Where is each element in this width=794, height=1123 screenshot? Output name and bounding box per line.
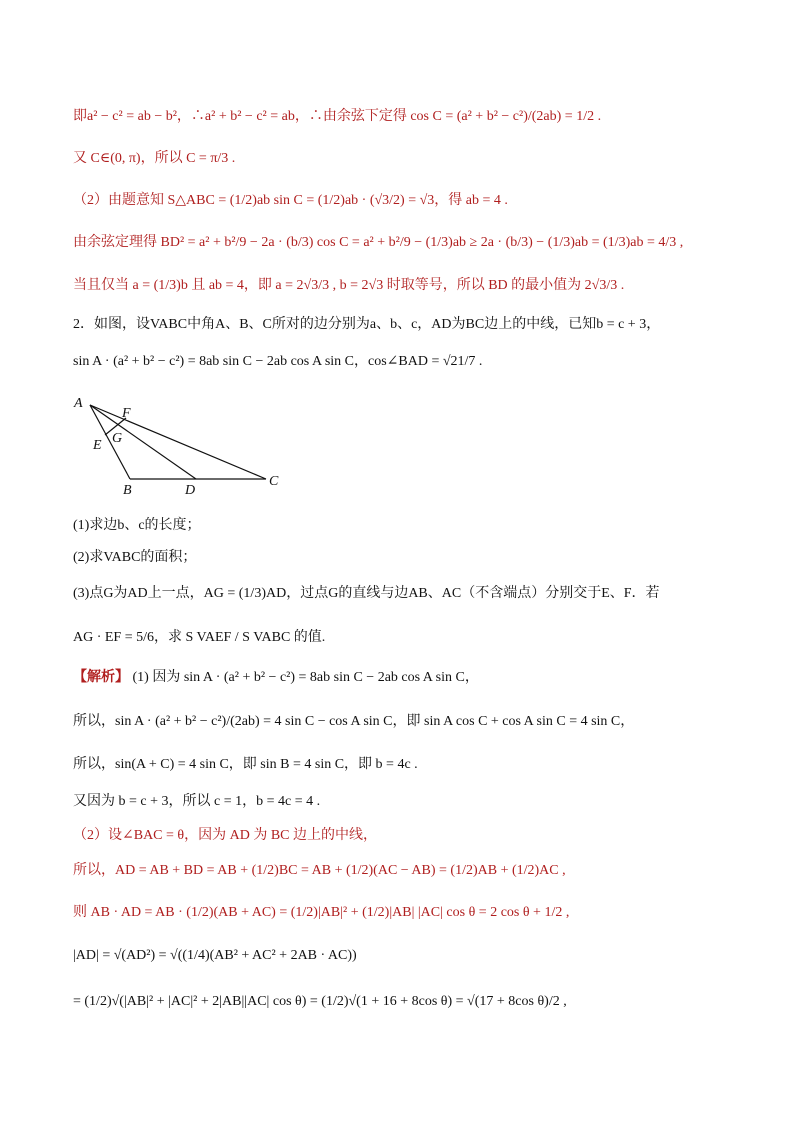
solution-line-9: = (1/2)√(|AB|² + |AC|² + 2|AB||AC| cos θ) = (1/2)√(1 + 16 + 8cos θ) = √(17 + 8cos θ)/2 , [73, 994, 567, 1009]
solution-line-7: 则 AB · AD = AB · (1/2)(AB + AC) = (1/2)|AB|² + (1/2)|AB| |AC| cos θ = 2 cos θ + 1/2 , [73, 905, 570, 920]
solution-line-8: |AD| = √(AD²) = √((1/4)(AB² + AC² + 2AB · AC)) [73, 948, 357, 963]
label-g: G [112, 431, 123, 446]
problem-statement-line-2: sin A · (a² + b² − c²) = 8ab sin C − 2ab cos A sin C，cos∠BAD = √21/7 . [73, 354, 483, 369]
label-e: E [93, 438, 102, 453]
label-b: B [123, 483, 132, 498]
problem-statement-line-1: 2．如图，设VABC中角A、B、C所对的边分别为a、b、c，AD为BC边上的中线，已知b = c + 3， [73, 317, 661, 332]
text-line-4: 由余弦定理得 BD² = a² + b²/9 − 2a · (b/3) cos C = a² + b²/9 − (1/3)ab ≥ 2a · (b/3) − (1/3)ab = (1/3)ab = 4/3 , [73, 235, 684, 250]
solution-line-4: 又因为 b = c + 3，所以 c = 1，b = 4c = 4 . [73, 794, 321, 809]
solution-line-1 [73, 668, 754, 688]
text-line-1: 即a² − c² = ab − b²，∴a² + b² − c² = ab，∴由余弦下定得 cos C = (a² + b² − c²)/(2ab) = 1/2 . [73, 109, 602, 124]
label-c: C [269, 474, 279, 489]
text-line-3: （2）由题意知 S△ABC = (1/2)ab sin C = (1/2)ab · (√3/2) = √3，得 ab = 4 . [73, 193, 508, 208]
solution-line-3: 所以，sin(A + C) = 4 sin C，即 sin B = 4 sin C，即 b = 4c . [73, 757, 418, 772]
label-a: A [74, 396, 83, 411]
solution-line-2: 所以，sin A · (a² + b² − c²)/(2ab) = 4 sin C − cos A sin C，即 sin A cos C + cos A sin C = 4 sin C， [73, 714, 635, 729]
label-d: D [185, 483, 196, 498]
solution-line-5: （2）设∠BAC = θ，因为 AD 为 BC 边上的中线， [73, 828, 378, 843]
label-f: F [122, 406, 131, 421]
analysis-tag: 【解析】 [73, 670, 129, 685]
solution-line-1-text: (1) 因为 sin A · (a² + b² − c²) = 8ab sin C − 2ab cos A sin C， [132, 670, 479, 685]
question-3-line-2: AG · EF = 5/6，求 S VAEF / S VABC 的值. [73, 630, 326, 645]
text-line-5: 当且仅当 a = (1/3)b 且 ab = 4，即 a = 2√3/3 , b = 2√3 时取等号，所以 BD 的最小值为 2√3/3 . [73, 278, 625, 293]
text-line-2: 又 C∈(0, π)，所以 C = π/3 . [73, 151, 236, 166]
segment-ad [90, 405, 196, 479]
question-3-line-1: (3)点G为AD上一点，AG = (1/3)AD，过点G的直线与边AB、AC（不含端点）分别交于E、F．若 [73, 586, 660, 601]
question-2: (2)求VABC的面积； [73, 550, 197, 565]
solution-line-6: 所以，AD = AB + BD = AB + (1/2)BC = AB + (1/2)(AC − AB) = (1/2)AB + (1/2)AC , [73, 863, 566, 878]
triangle-figure [70, 393, 290, 503]
question-1: (1)求边b、c的长度； [73, 518, 201, 533]
